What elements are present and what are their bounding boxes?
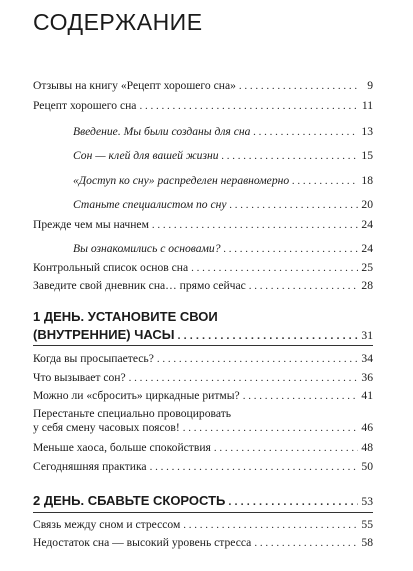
toc-entry-page: 50 <box>361 460 373 473</box>
toc-subentry[interactable] <box>73 149 373 163</box>
toc-entry-page: 46 <box>361 421 373 434</box>
toc-entry-page: 48 <box>361 441 373 454</box>
toc-section[interactable] <box>33 492 373 511</box>
toc-entry-title-cont: у себя смену часовых поясов! <box>33 421 180 434</box>
toc-entry[interactable] <box>33 261 373 275</box>
dot-leader <box>183 421 358 435</box>
toc-entry-title: Вы ознакомились с основами? <box>73 242 221 255</box>
toc-entry-title: Перестаньте специально провоцировать <box>33 407 232 420</box>
dot-leader <box>249 279 358 293</box>
toc-entry[interactable] <box>33 371 373 385</box>
toc-entry-page: 15 <box>361 149 373 162</box>
dot-leader <box>228 493 358 511</box>
toc-entry-page: 13 <box>361 125 373 138</box>
dot-leader <box>253 125 358 139</box>
dot-leader <box>230 198 358 212</box>
toc-section-title: 2 ДЕНЬ. СБАВЬТЕ СКОРОСТЬ <box>33 493 226 508</box>
toc-entry-title: Сегодняшняя практика <box>33 460 147 473</box>
toc-entry-page: 36 <box>361 371 373 384</box>
toc-entry-page: 53 <box>361 495 373 508</box>
toc-entry-title: Заведите свой дневник сна… прямо сейчас <box>33 279 246 292</box>
toc-entry[interactable] <box>33 99 373 113</box>
toc-entry-title: Отзывы на книгу «Рецепт хорошего сна» <box>33 79 236 92</box>
toc-entry[interactable] <box>33 407 373 435</box>
toc-subentry[interactable] <box>73 125 373 139</box>
toc-entry-page: 34 <box>361 352 373 365</box>
toc-entry-title: Когда вы просыпаетесь? <box>33 352 154 365</box>
dot-leader <box>254 536 358 550</box>
toc-section[interactable] <box>33 308 373 345</box>
toc-entry-title: Сон — клей для вашей жизни <box>73 149 219 162</box>
toc-entry-title: «Доступ ко сну» распределен неравномерно <box>73 174 290 187</box>
toc-entry-page: 20 <box>361 198 373 211</box>
dot-leader <box>239 79 358 93</box>
dot-leader <box>139 99 358 113</box>
toc-entry[interactable] <box>33 460 373 474</box>
toc-entry-title: Недостаток сна — высокий уровень стресса <box>33 536 252 549</box>
toc-entry-page: 11 <box>361 99 373 112</box>
toc-entry-page: 41 <box>361 389 373 402</box>
toc-entry-title: Прежде чем мы начнем <box>33 218 149 231</box>
toc-entry-page: 9 <box>367 79 373 92</box>
toc-entry[interactable] <box>33 441 373 455</box>
toc-subentry[interactable] <box>73 174 373 188</box>
dot-leader <box>157 352 358 366</box>
toc-entry-title: Введение. Мы были созданы для сна <box>73 125 251 138</box>
toc-entry-page: 31 <box>361 329 373 342</box>
toc-entry-page: 55 <box>361 518 373 531</box>
toc-entry-page: 24 <box>361 218 373 231</box>
toc-entry-title: Контрольный список основ сна <box>33 261 189 274</box>
toc-entry[interactable] <box>33 218 373 232</box>
toc-section-title-cont: (ВНУТРЕННИЕ) ЧАСЫ <box>33 327 175 342</box>
toc-entry[interactable] <box>33 79 373 93</box>
toc-entry-page: 25 <box>361 261 373 274</box>
section-divider <box>33 512 373 513</box>
toc-subentry[interactable] <box>73 242 373 256</box>
toc-entry[interactable] <box>33 536 373 550</box>
dot-leader <box>183 518 358 532</box>
toc-entry[interactable] <box>33 279 373 293</box>
toc-entry-page: 28 <box>361 279 373 292</box>
toc-entry[interactable] <box>33 389 373 403</box>
toc-entry[interactable] <box>33 518 373 532</box>
dot-leader <box>224 242 358 256</box>
toc-entry-title: Что вызывает сон? <box>33 371 126 384</box>
dot-leader <box>152 218 358 232</box>
section-divider <box>33 345 373 346</box>
toc-entry-title: Станьте специалистом по сну <box>73 198 227 211</box>
toc-entry-title: Связь между сном и стрессом <box>33 518 181 531</box>
dot-leader <box>178 327 358 345</box>
toc-entry[interactable] <box>33 352 373 366</box>
toc-entry-page: 58 <box>361 536 373 549</box>
dot-leader <box>292 174 358 188</box>
dot-leader <box>191 261 358 275</box>
toc-entry-page: 18 <box>361 174 373 187</box>
dot-leader <box>129 371 358 385</box>
dot-leader <box>222 149 358 163</box>
dot-leader <box>243 389 358 403</box>
toc-entry-page: 24 <box>361 242 373 255</box>
toc-section-title: 1 ДЕНЬ. УСТАНОВИТЕ СВОИ <box>33 309 218 324</box>
page-title: СОДЕРЖАНИЕ <box>33 9 203 35</box>
dot-leader <box>214 441 358 455</box>
toc-entry-title: Рецепт хорошего сна <box>33 99 137 112</box>
dot-leader <box>150 460 358 474</box>
toc-entry-title: Меньше хаоса, больше спокойствия <box>33 441 211 454</box>
toc-subentry[interactable] <box>73 198 373 212</box>
toc-entry-title: Можно ли «сбросить» циркадные ритмы? <box>33 389 240 402</box>
